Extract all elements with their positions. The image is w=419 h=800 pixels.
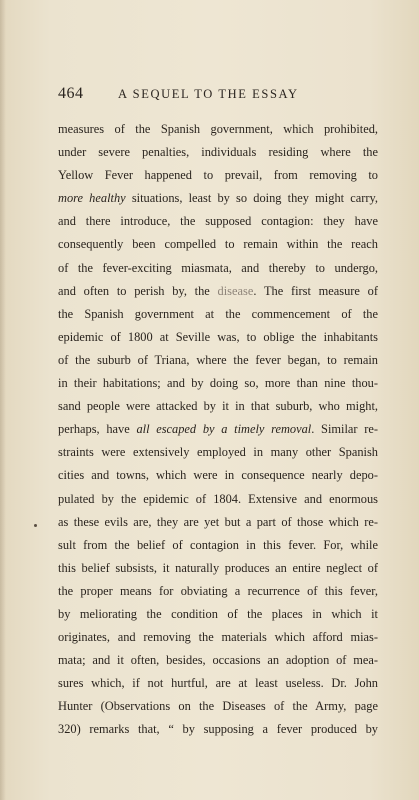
text-line: the Spanish government at the commencement of the [58, 306, 378, 321]
text-line: pulated by the epidemic of 1804. Extensive and enormous [58, 491, 378, 506]
text-line: epidemic of 1800 at Seville was, to oblige the inhabitants [58, 329, 378, 344]
text-line: of the fever-exciting miasmata, and thereby to undergo, [58, 260, 378, 275]
text-line: of the suburb of Triana, where the fever began, to remain [58, 352, 378, 367]
faded-word: disease [217, 283, 254, 298]
spine-shadow [0, 0, 6, 800]
italic-phrase: all escaped by a timely removal [136, 422, 312, 437]
text-line: Hunter (Observations on the Diseases of the Army, page [58, 699, 378, 714]
page-header [58, 85, 378, 105]
text-line: sand people were attacked by it in that suburb, who might, [58, 399, 378, 414]
text-line: cities and towns, which were in consequence nearly depo- [58, 468, 378, 483]
text-line: this belief subsists, it naturally produces an entire neglect of [58, 560, 378, 575]
text-line: and there introduce, the supposed contagion: they have [58, 214, 378, 229]
text-line: sult from the belief of contagion in this fever. For, while [58, 537, 378, 552]
text-line: straints were extensively employed in many other Spanish [58, 445, 378, 460]
text-line: 320) remarks that, “ by supposing a fever produced by [58, 722, 378, 737]
text-line: originates, and removing the materials which afford mias- [58, 630, 378, 645]
text-line: and often to perish by, the disease. The first measure of [58, 283, 378, 298]
text-line: perhaps, have all escaped by a timely removal. Similar re- [58, 422, 378, 437]
text-line: mata; and it often, besides, occasions an adoption of mea- [58, 653, 378, 668]
text-line: sures which, if not hurtful, are at least useless. Dr. John [58, 676, 378, 691]
ink-speck [34, 524, 37, 527]
text-line: Yellow Fever happened to prevail, from removing to [58, 168, 378, 183]
text-line: more healthy situations, least by so doing they might carry, [58, 191, 378, 206]
italic-phrase: more healthy [58, 191, 126, 206]
body-text [58, 118, 378, 742]
text-line: in their habitations; and by doing so, more than nine thou- [58, 376, 378, 391]
text-line: by meliorating the condition of the places in which it [58, 606, 378, 621]
text-line: measures of the Spanish government, which prohibited, [58, 122, 378, 136]
text-line: the proper means for obviating a recurrence of this fever, [58, 583, 378, 598]
page-number: 464 [58, 85, 84, 102]
text-line: consequently been compelled to remain within the reach [58, 237, 378, 252]
running-title: A SEQUEL TO THE ESSAY [118, 87, 299, 101]
text-line: as these evils are, they are yet but a part of those which re- [58, 514, 378, 529]
text-line: under severe penalties, individuals residing where the [58, 145, 378, 160]
